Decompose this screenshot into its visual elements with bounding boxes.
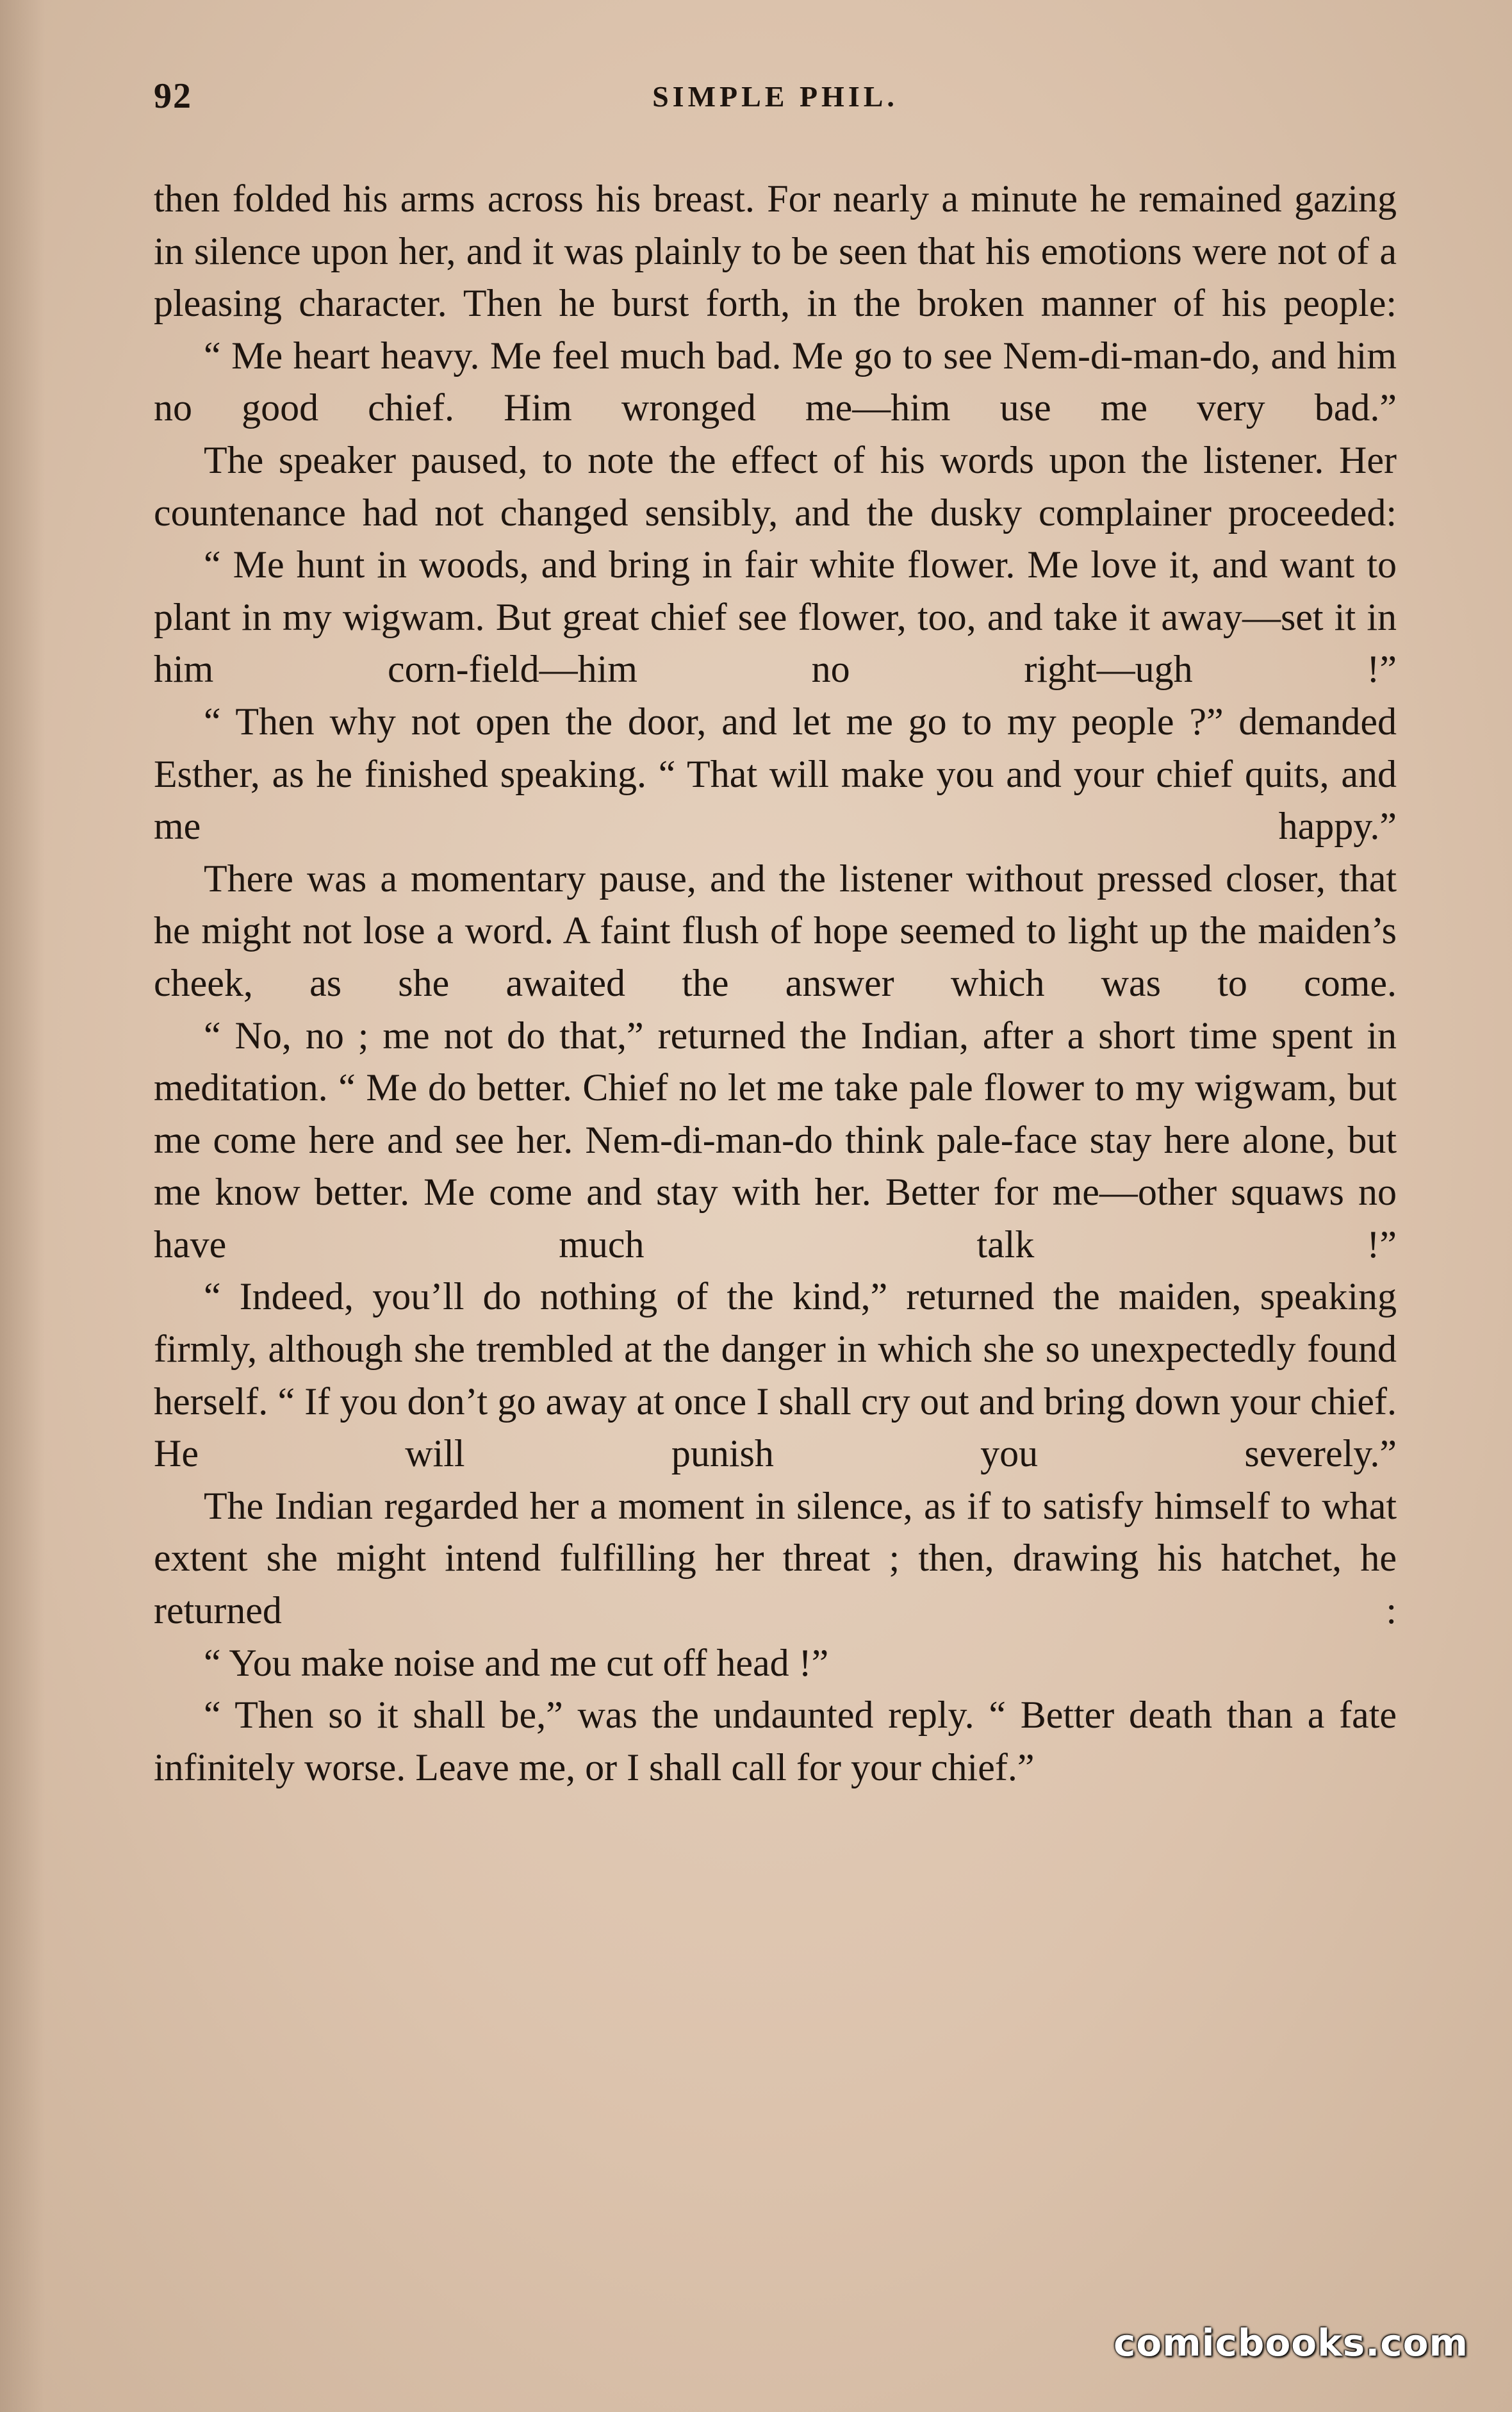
body-text — [154, 173, 1397, 1794]
paragraph: “ No, no ; me not do that,” returned the Indian, after a short time spent in meditation. “ Me do better. Chief no let me take pale flower to my wigwam, but me come here and see her. Nem-di-man-do think pale-face stay here alone, but me know better. Me come and stay with her. Better for me—other squaws no have much talk !” — [154, 1014, 1397, 1266]
paragraph: “ Me heart heavy. Me feel much bad. Me go to see Nem-di-man-do, and him no good chief. Him wronged me—him use me very bad.” — [154, 334, 1397, 429]
paragraph: “ Then so it shall be,” was the undaunted reply. “ Better death than a fate infinitely worse. Leave me, or I shall call for your chief.” — [154, 1694, 1397, 1788]
paragraph: The speaker paused, to note the effect of his words upon the listener. Her countenance had not changed sensibly, and the dusky complainer proceeded: — [154, 438, 1397, 534]
page-number: 92 — [154, 76, 192, 116]
paragraph: “ Me hunt in woods, and bring in fair white flower. Me love it, and want to plant in my wigwam. But great chief see flower, too, and take it away—set it in him corn-field—him no right—ugh !” — [154, 543, 1397, 691]
page-header — [154, 76, 1397, 127]
paragraph: “ You make noise and me cut off head !” — [204, 1641, 829, 1684]
paragraph: The Indian regarded her a moment in silence, as if to satisfy himself to what extent she might intend fulfilling her threat ; then, drawing his hatchet, he returned : — [154, 1484, 1397, 1632]
paragraph: There was a momentary pause, and the listener without pressed closer, that he might not lose a word. A faint flush of hope seemed to light up the maiden’s cheek, as she awaited the answer which was to come. — [154, 857, 1397, 1004]
watermark: comicbooks.com — [1113, 2321, 1468, 2365]
paragraph: “ Indeed, you’ll do nothing of the kind,” returned the maiden, speaking firmly, although she trembled at the danger in which she so unexpectedly found herself. “ If you don’t go away at once I shall cry out and bring down your chief. He will punish you severely.” — [154, 1275, 1397, 1475]
running-head: SIMPLE PHIL. — [652, 80, 898, 113]
paragraph: then folded his arms across his breast. For nearly a minute he remained gazing in silence upon her, and it was plainly to be seen that his emotions were not of a pleasing character. Then he burst forth, in the broken manner of his people: — [154, 178, 1397, 325]
page-gutter-shadow — [0, 0, 45, 2412]
paragraph: “ Then why not open the door, and let me go to my people ?” demanded Esther, as he finished speaking. “ That will make you and your chief quits, and me happy.” — [154, 700, 1397, 848]
